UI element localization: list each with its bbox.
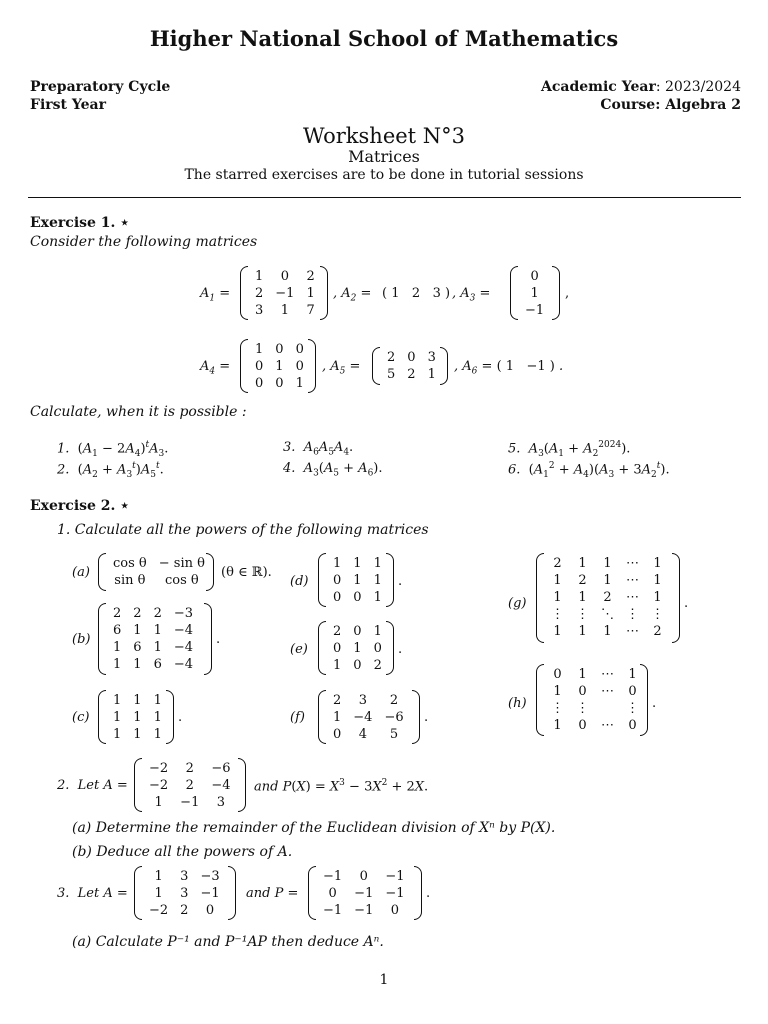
- ex1-item1: 1. $(A_1 - 2A_4)^tA_3$.: [57, 440, 169, 459]
- matrix-entry: 2: [603, 590, 612, 605]
- matrix-entry: 1: [133, 693, 142, 708]
- matrix-entry: −1: [525, 303, 545, 318]
- matrix-entry: −1: [275, 286, 295, 301]
- matrix-entry: 2: [407, 367, 416, 382]
- matrix-entry: 2: [306, 269, 315, 284]
- matrix-entry: 0: [255, 359, 264, 374]
- matrix-entry: 0: [359, 869, 368, 884]
- matrix-entry: 1: [373, 624, 382, 639]
- matrix-entry: −6: [384, 710, 404, 725]
- matrix-entry: 1: [578, 624, 587, 639]
- matrix-A5: [372, 347, 448, 385]
- matrix-entry: 1: [255, 342, 264, 357]
- period: .: [424, 710, 429, 725]
- q3-and: and P =: [246, 886, 299, 901]
- exercise2-q1: 1. Calculate all the powers of the following matrices: [57, 522, 429, 538]
- matrix-entry: −4: [173, 657, 194, 672]
- matrix-entry: −1: [323, 903, 343, 918]
- matrix-entry: 1: [154, 869, 163, 884]
- matrix-d: [318, 553, 394, 607]
- matrix-entry: −1: [354, 903, 374, 918]
- matrix-e: [318, 621, 394, 675]
- matrix-entries: [107, 555, 211, 589]
- matrix-entry: −2: [149, 778, 169, 793]
- matrix-entry: 1: [603, 556, 612, 571]
- label-f: (f): [290, 710, 305, 725]
- q2b-text: (b) Deduce all the powers of A.: [72, 844, 293, 860]
- matrix-entry: 2: [133, 606, 142, 621]
- q2-lead: 2. Let A =: [57, 778, 128, 793]
- matrix-entry: 0: [205, 903, 215, 918]
- matrix-entry: ⋯: [626, 573, 639, 588]
- period: .: [652, 696, 657, 711]
- matrix-entry: 1: [113, 657, 122, 672]
- matrix-entry: 1: [280, 303, 289, 318]
- matrix-q3-P: [308, 866, 422, 920]
- q3-lead: 3. Let A =: [57, 886, 128, 901]
- matrix-entry: 6: [153, 657, 162, 672]
- label-c: (c): [72, 710, 90, 725]
- matrix-A1: [240, 266, 328, 320]
- matrix-entry: 1: [133, 710, 142, 725]
- matrix-entry: −1: [354, 886, 374, 901]
- matrix-entry: 0: [373, 641, 382, 656]
- calculate-prompt: Calculate, when it is possible :: [30, 404, 247, 420]
- matrix-entry: 0: [353, 624, 362, 639]
- label-b: (b): [72, 632, 91, 647]
- matrix-entry: 0: [390, 903, 400, 918]
- matrix-entry: 1: [333, 556, 342, 571]
- matrix-g: [536, 553, 680, 643]
- matrix-entry: 1: [113, 727, 122, 742]
- matrix-entry: ⋮: [551, 701, 564, 716]
- matrix-A2: ( 1 2 3 ): [382, 286, 451, 301]
- matrix-entry: 5: [389, 727, 399, 742]
- matrix-a: [98, 553, 214, 591]
- matrix-entries: [381, 349, 442, 383]
- matrix-entry: 0: [353, 658, 362, 673]
- matrix-entry: 1: [333, 710, 342, 725]
- matrix-entry: −1: [323, 869, 343, 884]
- matrix-entries: [143, 760, 237, 811]
- matrix-entry: 0: [333, 573, 342, 588]
- matrix-entry: ⋱: [601, 607, 614, 622]
- matrix-entry: 1: [553, 684, 562, 699]
- matrix-entry: 3: [427, 350, 436, 365]
- matrix-entries: [317, 868, 411, 919]
- matrix-entry: 1: [154, 795, 163, 810]
- matrix-entry: −3: [173, 606, 194, 621]
- year-label: First Year: [30, 97, 106, 113]
- matrix-entry: 2: [373, 658, 382, 673]
- A3-label: , $A_3$ =: [452, 286, 491, 304]
- matrix-entry: 1: [578, 556, 587, 571]
- matrix-entries: [107, 692, 168, 743]
- matrix-entry: sin θ: [114, 573, 146, 588]
- matrix-entry: 1: [153, 640, 162, 655]
- matrix-entry: −1: [385, 869, 405, 884]
- matrix-entry: 3: [216, 795, 226, 810]
- matrix-entry: 0: [578, 684, 587, 699]
- matrix-entries: [249, 268, 321, 319]
- divider: [28, 197, 741, 198]
- matrix-entry: 1: [628, 667, 637, 682]
- matrix-entry: 1: [295, 376, 304, 391]
- matrix-entry: 2: [387, 350, 396, 365]
- matrix-entry: 1: [427, 367, 436, 382]
- matrix-entry: 3: [255, 303, 264, 318]
- matrix-entry: 2: [185, 761, 194, 776]
- matrix-entry: −1: [385, 886, 405, 901]
- matrix-entry: 2: [553, 556, 562, 571]
- matrix-entry: 0: [333, 590, 342, 605]
- matrix-entry: 1: [603, 573, 612, 588]
- q2-poly: and $P(X) = X^3 - 3X^2 + 2X$.: [254, 778, 429, 795]
- matrix-entry: 1: [578, 667, 587, 682]
- matrix-entry: 1: [578, 590, 587, 605]
- matrix-entry: 0: [578, 718, 587, 733]
- comma: ,: [565, 286, 570, 301]
- matrix-entry: 6: [133, 640, 142, 655]
- matrix-entry: ⋯: [626, 624, 639, 639]
- matrix-entry: −4: [353, 710, 373, 725]
- matrix-entry: 0: [333, 727, 342, 742]
- worksheet-note: The starred exercises are to be done in tutorial sessions: [184, 167, 584, 183]
- matrix-entry: 0: [328, 886, 337, 901]
- matrix-entry: 1: [113, 640, 122, 655]
- matrix-entry: 6: [113, 623, 122, 638]
- matrix-entries: [327, 692, 410, 743]
- matrix-entry: 0: [255, 376, 264, 391]
- label-h: (h): [508, 696, 527, 711]
- academic-year: Academic Year: 2023/2024: [541, 79, 741, 95]
- matrix-entry: ⋯: [601, 718, 614, 733]
- matrix-b: [98, 603, 212, 675]
- matrix-entry: 1: [553, 624, 562, 639]
- matrix-entry: 2: [113, 606, 122, 621]
- matrix-entry: 1: [133, 623, 142, 638]
- matrix-entry: 1: [153, 710, 162, 725]
- matrix-entry: 2: [578, 573, 587, 588]
- matrix-entry: 2: [333, 693, 342, 708]
- worksheet-subtitle: Matrices: [348, 147, 420, 166]
- ex1-item4: 4. $A_3(A_5 + A_6)$.: [283, 461, 383, 479]
- ex1-item6: 6. $(A_1^2 + A_4)(A_3 + 3A_2^t)$.: [508, 461, 670, 480]
- A2-label: , $A_2$ =: [333, 286, 372, 304]
- period: .: [684, 596, 689, 611]
- matrix-entry: 1: [603, 624, 612, 639]
- matrix-f: [318, 690, 420, 744]
- cycle-label: Preparatory Cycle: [30, 79, 171, 95]
- matrix-entry: −2: [149, 903, 169, 918]
- matrix-entry: 2: [153, 606, 162, 621]
- matrix-entry: 0: [295, 342, 304, 357]
- label-g: (g): [508, 596, 527, 611]
- matrix-entry: 0: [553, 667, 562, 682]
- matrix-entry: ⋮: [626, 701, 639, 716]
- condition-a: (θ ∈ ℝ).: [221, 565, 272, 580]
- period: .: [398, 642, 403, 657]
- matrix-entry: ⋯: [601, 667, 614, 682]
- ex1-item5: 5. $A_3(A_1 + A_2^{2024})$.: [508, 440, 631, 459]
- matrix-entry: 2: [255, 286, 264, 301]
- matrix-entries: [519, 268, 550, 319]
- matrix-entry: 1: [306, 286, 315, 301]
- matrix-entry: 0: [333, 641, 342, 656]
- matrix-entry: ⋮: [626, 607, 639, 622]
- ex1-item3: 3. $A_6A_5A_4$.: [283, 440, 354, 458]
- matrix-entry: 0: [295, 359, 304, 374]
- label-d: (d): [290, 574, 309, 589]
- matrix-entry: 0: [628, 718, 637, 733]
- matrix-entry: 0: [530, 269, 539, 284]
- matrix-entry: cos θ: [164, 573, 199, 588]
- A4-label: $A_4$ =: [200, 359, 231, 377]
- matrix-entry: −2: [149, 761, 169, 776]
- matrix-entry: −4: [211, 778, 231, 793]
- matrix-entry: ⋯: [601, 684, 614, 699]
- matrix-entry: 1: [153, 693, 162, 708]
- matrix-entry: 1: [153, 623, 162, 638]
- matrix-entry: 1: [373, 573, 382, 588]
- matrix-entry: 1: [353, 556, 362, 571]
- matrix-entry: −4: [173, 623, 194, 638]
- matrix-entries: [327, 623, 388, 674]
- matrix-entries: [249, 341, 310, 392]
- exercise1-heading: Exercise 1. ⋆: [30, 215, 130, 231]
- matrix-q2-A: [134, 758, 246, 812]
- matrix-entry: 1: [275, 359, 284, 374]
- matrix-entry: 7: [306, 303, 315, 318]
- matrix-entry: 1: [530, 286, 539, 301]
- matrix-entry: −6: [211, 761, 231, 776]
- matrix-entry: 1: [333, 658, 342, 673]
- matrix-entry: 2: [180, 903, 189, 918]
- matrix-entry: 3: [180, 869, 189, 884]
- matrix-entry: 1: [553, 573, 562, 588]
- matrix-entry: ⋮: [651, 607, 664, 622]
- matrix-A3: [510, 266, 560, 320]
- matrix-entry: −4: [173, 640, 194, 655]
- worksheet-title: Worksheet N°3: [302, 124, 466, 148]
- matrix-entry: 1: [373, 590, 382, 605]
- matrix-entry: 1: [353, 641, 362, 656]
- matrix-entry: [595, 700, 620, 717]
- label-a: (a): [72, 565, 90, 580]
- A5-label: , $A_5$ =: [322, 359, 361, 377]
- matrix-entry: −3: [200, 869, 220, 884]
- q3a-text: (a) Calculate P⁻¹ and P⁻¹AP then deduce Aⁿ.: [72, 934, 384, 950]
- matrix-entry: 0: [407, 350, 416, 365]
- matrix-entry: 1: [553, 718, 562, 733]
- matrix-entry: ⋮: [551, 607, 564, 622]
- q2a-text: (a) Determine the remainder of the Euclidean division of Xⁿ by P(X).: [72, 820, 556, 836]
- matrix-entry: 2: [389, 693, 399, 708]
- matrix-entry: ⋯: [626, 556, 639, 571]
- matrix-entries: [327, 555, 388, 606]
- period: .: [216, 632, 221, 647]
- matrix-h: [536, 664, 648, 736]
- matrix-entry: ⋯: [626, 590, 639, 605]
- matrix-entry: 0: [275, 342, 284, 357]
- A1-label: $A_1$ =: [200, 286, 231, 304]
- matrix-entry: 2: [333, 624, 342, 639]
- matrix-entry: 0: [275, 376, 284, 391]
- period: .: [178, 710, 183, 725]
- matrix-entry: −1: [200, 886, 220, 901]
- matrix-entry: 1: [653, 590, 662, 605]
- matrix-entry: 2: [185, 778, 194, 793]
- school-title: Higher National School of Mathematics: [149, 26, 619, 51]
- matrix-entry: cos θ: [113, 556, 147, 571]
- matrix-entry: ⋮: [576, 701, 589, 716]
- matrix-entry: 1: [154, 886, 163, 901]
- matrix-entry: 1: [255, 269, 264, 284]
- matrix-entry: 1: [553, 590, 562, 605]
- matrix-entry: 1: [113, 693, 122, 708]
- matrix-entry: 2: [653, 624, 662, 639]
- matrix-entry: 0: [628, 684, 637, 699]
- matrix-entry: 1: [133, 727, 142, 742]
- matrix-entry: 4: [358, 727, 367, 742]
- matrix-q3-A: [134, 866, 236, 920]
- matrix-entry: −1: [180, 795, 200, 810]
- matrix-entry: 1: [353, 573, 362, 588]
- matrix-A4: [240, 339, 316, 393]
- period: .: [426, 886, 431, 901]
- label-e: (e): [290, 642, 308, 657]
- matrix-entry: 1: [373, 556, 382, 571]
- exercise1-intro: Consider the following matrices: [30, 234, 258, 250]
- matrix-entry: 0: [353, 590, 362, 605]
- matrix-entry: 1: [133, 657, 142, 672]
- matrix-entry: 3: [180, 886, 189, 901]
- A6-label: , $A_6$ = ( 1 −1 ) .: [454, 359, 564, 377]
- matrix-entry: − sin θ: [158, 556, 205, 571]
- matrix-entries: [107, 605, 199, 673]
- matrix-entry: 5: [387, 367, 396, 382]
- course: Course: Algebra 2: [600, 97, 741, 113]
- matrix-entry: 1: [653, 556, 662, 571]
- matrix-entry: 3: [358, 693, 367, 708]
- matrix-entry: 0: [280, 269, 289, 284]
- ex1-item2: 2. $(A_2 + A_3^t)A_5^t$.: [57, 461, 164, 480]
- matrix-entry: 1: [653, 573, 662, 588]
- page-number: 1: [379, 972, 389, 988]
- matrix-entry: 1: [113, 710, 122, 725]
- matrix-entry: 1: [153, 727, 162, 742]
- matrix-entry: ⋮: [576, 607, 589, 622]
- matrix-entries: [545, 666, 645, 734]
- period: .: [398, 574, 403, 589]
- matrix-entries: [545, 555, 670, 640]
- exercise2-heading: Exercise 2. ⋆: [30, 498, 130, 514]
- matrix-c: [98, 690, 174, 744]
- matrix-entries: [143, 868, 226, 919]
